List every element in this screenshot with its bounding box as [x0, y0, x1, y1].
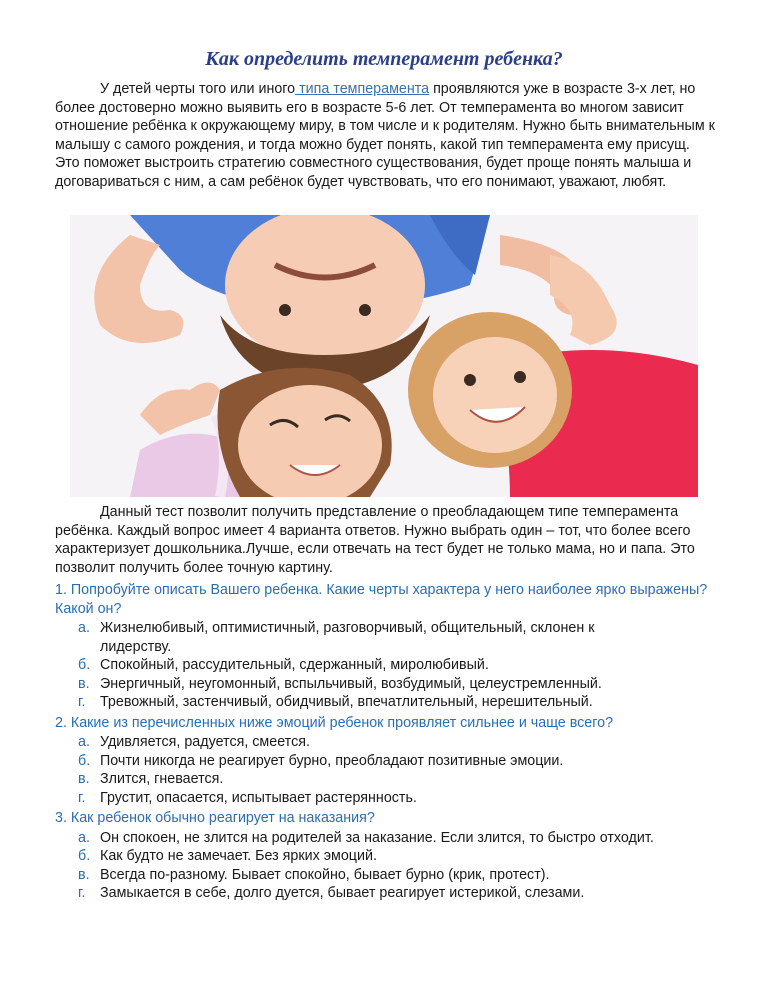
answer-marker: г.: [78, 694, 86, 710]
answer-text: Как будто не замечает. Без ярких эмоций.: [100, 848, 377, 864]
answer-marker: в.: [78, 866, 90, 883]
question-text: 3. Как ребенок обычно реагирует на наказания?: [55, 810, 375, 826]
answer-list: [55, 619, 735, 712]
answer-text: Тревожный, застенчивый, обидчивый, впечатлительный, нерешительный.: [100, 694, 593, 710]
answer-text: Энергичный, неугомонный, вспыльчивый, возбудимый, целеустремленный.: [100, 675, 602, 692]
test-intro-paragraph: [55, 503, 715, 577]
answer-option[interactable]: [55, 693, 735, 712]
answer-list: [55, 733, 735, 807]
question-text: 1. Попробуйте описать Вашего ребенка. Какие черты характера у него наиболее ярко выражены? Какой он?: [55, 582, 708, 617]
question-block: [55, 714, 735, 808]
answer-option[interactable]: [55, 866, 735, 885]
answer-text: Грустит, опасается, испытывает растерянность.: [100, 789, 417, 806]
answer-option[interactable]: [55, 656, 735, 675]
answer-marker: в.: [78, 771, 90, 787]
question-text: 2. Какие из перечисленных ниже эмоций ребенок проявляет сильнее и чаще всего?: [55, 714, 614, 731]
children-photo: [70, 215, 698, 497]
temperament-types-link[interactable]: типа темперамента: [295, 81, 430, 97]
page-title: Как определить темперамент ребенка?: [205, 48, 563, 70]
answer-marker: а.: [78, 620, 90, 636]
answer-marker: в.: [78, 675, 90, 692]
answer-marker: г.: [78, 885, 86, 901]
answer-text: Всегда по-разному. Бывает спокойно, бывает бурно (крик, протест).: [100, 866, 550, 883]
question-block: [55, 581, 735, 712]
answer-option[interactable]: [55, 847, 735, 866]
answer-list: [55, 829, 735, 903]
answer-text: Злится, гневается.: [100, 771, 224, 787]
answer-option[interactable]: [55, 619, 735, 656]
answer-text: Почти никогда не реагирует бурно, преобладают позитивные эмоции.: [100, 752, 564, 769]
answer-text: Жизнелюбивый, оптимистичный, разговорчивый, общительный, склонен к лидерству.: [100, 620, 595, 655]
question-block: [55, 809, 735, 903]
intro-text-before-link: У детей черты того или иного: [100, 81, 296, 97]
answer-text: Спокойный, рассудительный, сдержанный, миролюбивый.: [100, 657, 489, 673]
answer-option[interactable]: [55, 789, 735, 808]
answer-option[interactable]: [55, 884, 735, 903]
answer-text: Замыкается в себе, долго дуется, бывает реагирует истерикой, слезами.: [100, 885, 585, 901]
intro-paragraph: [55, 80, 715, 191]
test-intro-text: Данный тест позволит получить представление о преобладающем типе темперамента ребёнка. Каждый вопрос имеет 4 варианта ответов. Нужно выбрать один – тот, что более всего характеризует дошкольника.Лучше, если отвечать на тест будет не только мама, но и папа. Это позволит получить более точную картину.: [55, 504, 695, 576]
answer-marker: а.: [78, 734, 90, 750]
answer-option[interactable]: [55, 733, 735, 752]
answer-marker: б.: [78, 848, 91, 864]
answer-option[interactable]: [55, 752, 735, 771]
answer-text: Он спокоен, не злится на родителей за наказание. Если злится, то быстро отходит.: [100, 829, 654, 846]
answer-option[interactable]: [55, 829, 735, 848]
children-illustration: [70, 215, 698, 497]
answer-marker: а.: [78, 829, 90, 846]
answer-option[interactable]: [55, 770, 735, 789]
answer-text: Удивляется, радуется, смеется.: [100, 734, 310, 750]
answer-marker: г.: [78, 789, 86, 806]
answer-marker: б.: [78, 657, 91, 673]
answer-marker: б.: [78, 752, 91, 769]
quiz-section: [55, 581, 735, 905]
intro-text-after-link: проявляются уже в возрасте 3-х лет, но более достоверно можно выявить его в возрасте 5-6 лет. От темперамента во многом зависит отношение ребёнка к окружающему миру, в том числе и к родителям. Нужно быть внимательным к малышу с самого рождения, и тогда можно будет понять, какой тип темперамента ему присущ. Это поможет выстроить стратегию совместного существования, будет проще понять малыша и договариваться с ним, а сам ребёнок будет чувствовать, что его понимают, уважают, любят.: [55, 81, 715, 190]
answer-option[interactable]: [55, 675, 735, 694]
